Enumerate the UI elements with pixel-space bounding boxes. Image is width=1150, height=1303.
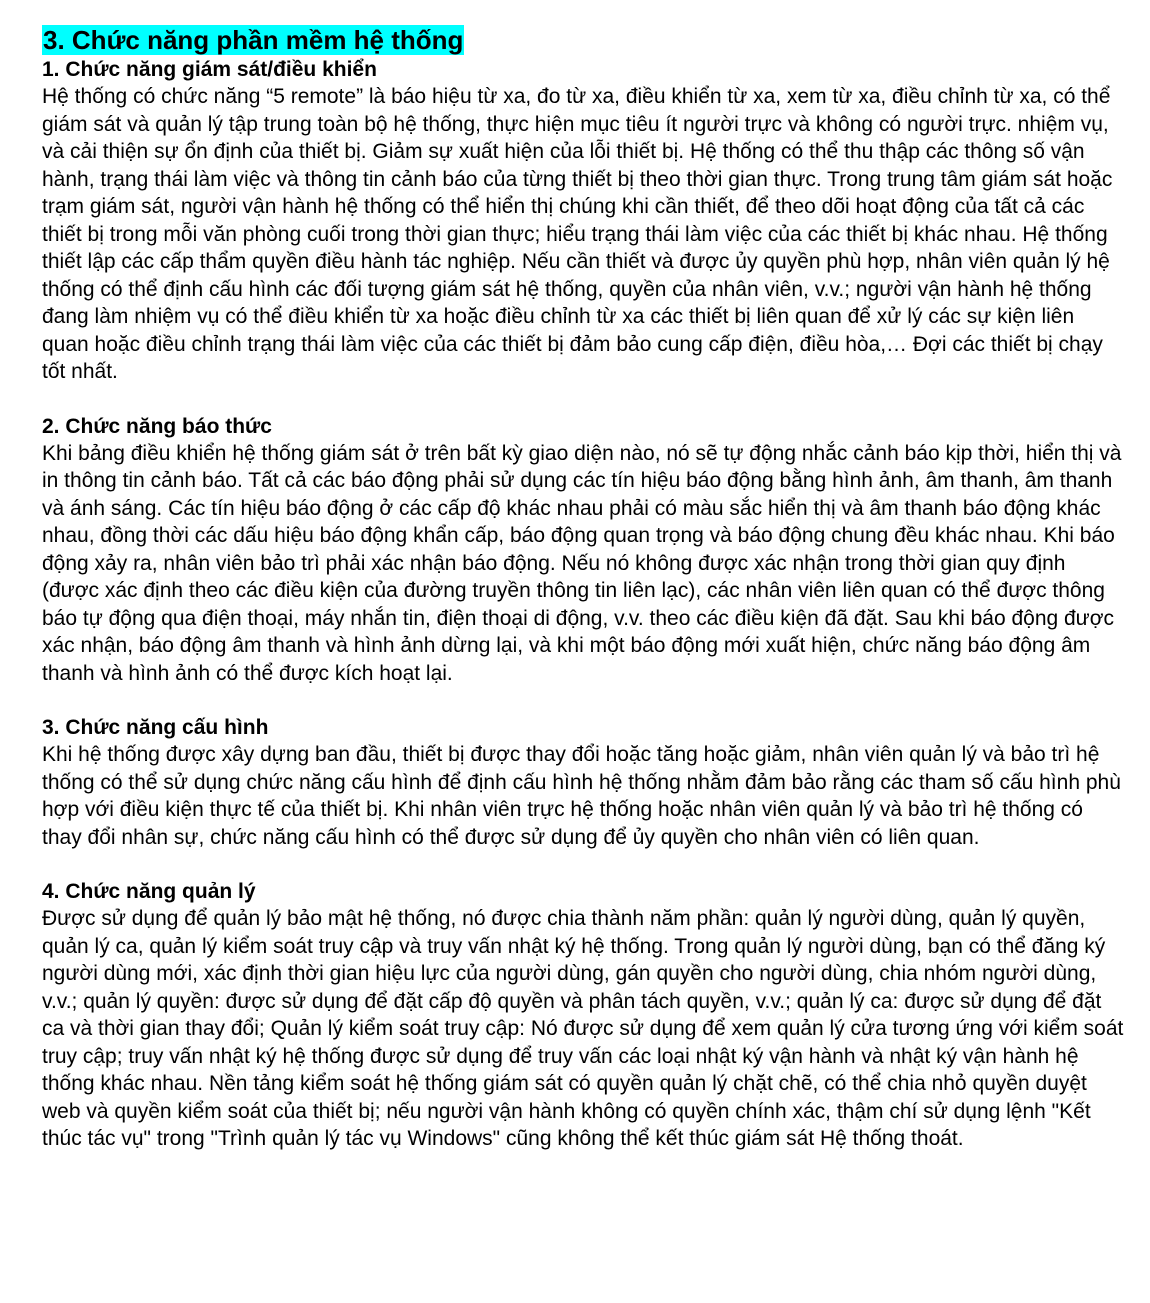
section-configuration <box>42 714 1124 851</box>
document-title <box>42 24 1124 56</box>
document-title-text: 3. Chức năng phần mềm hệ thống <box>43 25 464 55</box>
section-monitoring-control <box>42 56 1124 386</box>
section-heading: 2. Chức năng báo thức <box>42 414 272 438</box>
section-body: Khi hệ thống được xây dựng ban đầu, thiết bị được thay đổi hoặc tăng hoặc giảm, nhân viên quản lý và bảo trì hệ thống có thể sử dụng chức năng cấu hình để định cấu hình hệ thống nhằm đảm bảo rằng các tham số cấu hình phù hợp với điều kiện thực tế của thiết bị. Khi nhân viên trực hệ thống hoặc nhân viên quản lý và bảo trì hệ thống có thay đổi nhân sự, chức năng cấu hình có thể được sử dụng để ủy quyền cho nhân viên có liên quan. <box>42 743 1121 849</box>
section-heading: 3. Chức năng cấu hình <box>42 716 269 739</box>
section-alarm <box>42 413 1124 688</box>
section-management <box>42 878 1124 1153</box>
section-heading: 1. Chức năng giám sát/điều khiển <box>42 58 377 81</box>
section-body: Khi bảng điều khiển hệ thống giám sát ở trên bất kỳ giao diện nào, nó sẽ tự động nhắc cảnh báo kịp thời, hiển thị và in thông tin cảnh báo. Tất cả các báo động phải sử dụng các tín hiệu báo động bằng hình ảnh, âm thanh, âm thanh và ánh sáng. Các tín hiệu báo động ở các cấp độ khác nhau phải có màu sắc hiển thị và âm thanh báo động khác nhau, đồng thời các dấu hiệu báo động khẩn cấp, báo động quan trọng và báo động chung đều khác nhau. Khi báo động xảy ra, nhân viên bảo trì phải xác nhận báo động. Nếu nó không được xác nhận trong thời gian quy định (được xác định theo các điều kiện của đường truyền thông tin liên lạc), các nhân viên liên quan có thể được thông báo tự động qua điện thoại, máy nhắn tin, điện thoại di động, v.v. theo các điều kiện đã đặt. Sau khi báo động được xác nhận, báo động âm thanh và hình ảnh dừng lại, và khi một báo động mới xuất hiện, chức năng báo động âm thanh và hình ảnh có thể được kích hoạt lại. <box>42 441 1122 685</box>
section-heading: 4. Chức năng quản lý <box>42 880 256 903</box>
section-body: Được sử dụng để quản lý bảo mật hệ thống, nó được chia thành năm phần: quản lý người dùng, quản lý quyền, quản lý ca, quản lý kiểm soát truy cập và truy vấn nhật ký hệ thống. Trong quản lý người dùng, bạn có thể đăng ký người dùng mới, xác định thời gian hiệu lực của người dùng, gán quyền cho người dùng, chia nhóm người dùng, v.v.; quản lý quyền: được sử dụng để đặt cấp độ quyền và phân tách quyền, v.v.; quản lý ca: được sử dụng để đặt ca và thời gian thay đổi; Quản lý kiểm soát truy cập: Nó được sử dụng để xem quản lý cửa tương ứng với kiểm soát truy cập; truy vấn nhật ký hệ thống được sử dụng để truy vấn các loại nhật ký vận hành và nhật ký vận hành hệ thống khác nhau. Nền tảng kiểm soát hệ thống giám sát có quyền quản lý chặt chẽ, có thể chia nhỏ quyền duyệt web và quyền kiểm soát của thiết bị; nếu người vận hành không có quyền chính xác, thậm chí sử dụng lệnh "Kết thúc tác vụ" trong "Trình quản lý tác vụ Windows" cũng không thể kết thúc giám sát Hệ thống thoát. <box>42 907 1124 1150</box>
section-body: Hệ thống có chức năng “5 remote” là báo hiệu từ xa, đo từ xa, điều khiển từ xa, xem từ xa, điều chỉnh từ xa, có thể giám sát và quản lý tập trung toàn bộ hệ thống, thực hiện mục tiêu ít người trực và không có người trực. nhiệm vụ, và cải thiện sự ổn định của thiết bị. Giảm sự xuất hiện của lỗi thiết bị. Hệ thống có thể thu thập các thông số vận hành, trạng thái làm việc và thông tin cảnh báo của từng thiết bị theo thời gian thực. Trong trung tâm giám sát hoặc trạm giám sát, người vận hành hệ thống có thể hiển thị chúng khi cần thiết, để theo dõi hoạt động của tất cả các thiết bị trong mỗi văn phòng cuối trong thời gian thực; hiểu trạng thái làm việc của các thiết bị khác nhau. Hệ thống thiết lập các cấp thẩm quyền điều hành tác nghiệp. Nếu cần thiết và được ủy quyền phù hợp, nhân viên quản lý hệ thống có thể định cấu hình các đối tượng giám sát hệ thống, quyền của nhân viên, v.v.; người vận hành hệ thống đang làm nhiệm vụ có thể điều khiển từ xa hoặc điều chỉnh từ xa các thiết bị liên quan để xử lý các sự kiện liên quan hoặc điều chỉnh trạng thái làm việc của các thiết bị đảm bảo cung cấp điện, điều hòa,… Đợi các thiết bị chạy tốt nhất. <box>42 85 1113 383</box>
